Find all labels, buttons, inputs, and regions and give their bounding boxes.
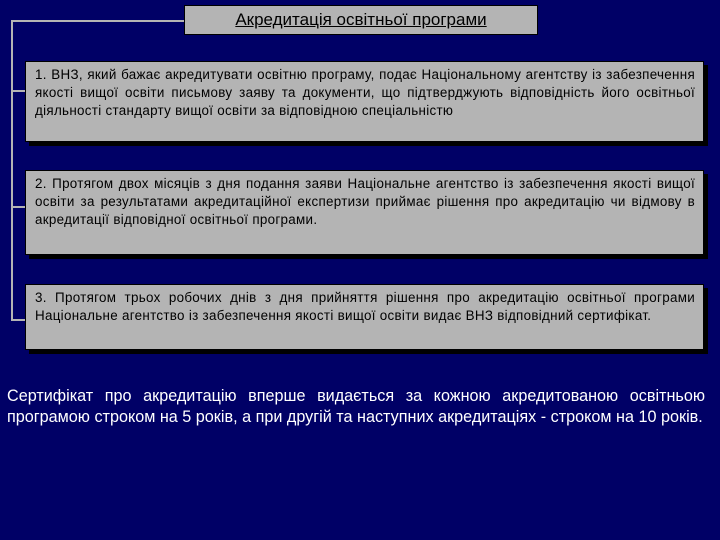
connector-step-3	[11, 319, 26, 321]
step-box-3	[25, 284, 704, 350]
step-box-1	[25, 61, 704, 142]
page-title: Акредитація освітньої програми	[184, 5, 538, 35]
connector-vertical	[11, 20, 13, 321]
certificate-note: Сертифікат про акредитацію вперше видається за кожною акредитованою освітньою програмою строком на 5 років, а при другій та наступних акредитаціях - строком на 10 років.	[7, 387, 705, 426]
step-3-text: 3. Протягом трьох робочих днів з дня прийняття рішення про акредитацію освітньої програми Національне агентство із забезпечення якості вищої освіти видає ВНЗ відповідний сертифікат.	[35, 290, 695, 323]
step-box-2	[25, 170, 704, 255]
connector-top	[11, 20, 185, 22]
connector-step-2	[11, 206, 26, 208]
step-2-text: 2. Протягом двох місяців з дня подання заяви Національне агентство із забезпечення якості вищої освіти за результатами акредитаційної експертизи приймає рішення про акредитацію чи відмову в акредитації відповідної освітньої програми.	[35, 176, 695, 227]
connector-step-1	[11, 90, 26, 92]
step-1-text: 1. ВНЗ, який бажає акредитувати освітню програму, подає Національному агентству із забезпечення якості вищої освіти письмову заяву та документи, що підтверджують відповідність його освітньої діяльності стандарту вищої освіти за відповідною спеціальністю	[35, 67, 695, 118]
